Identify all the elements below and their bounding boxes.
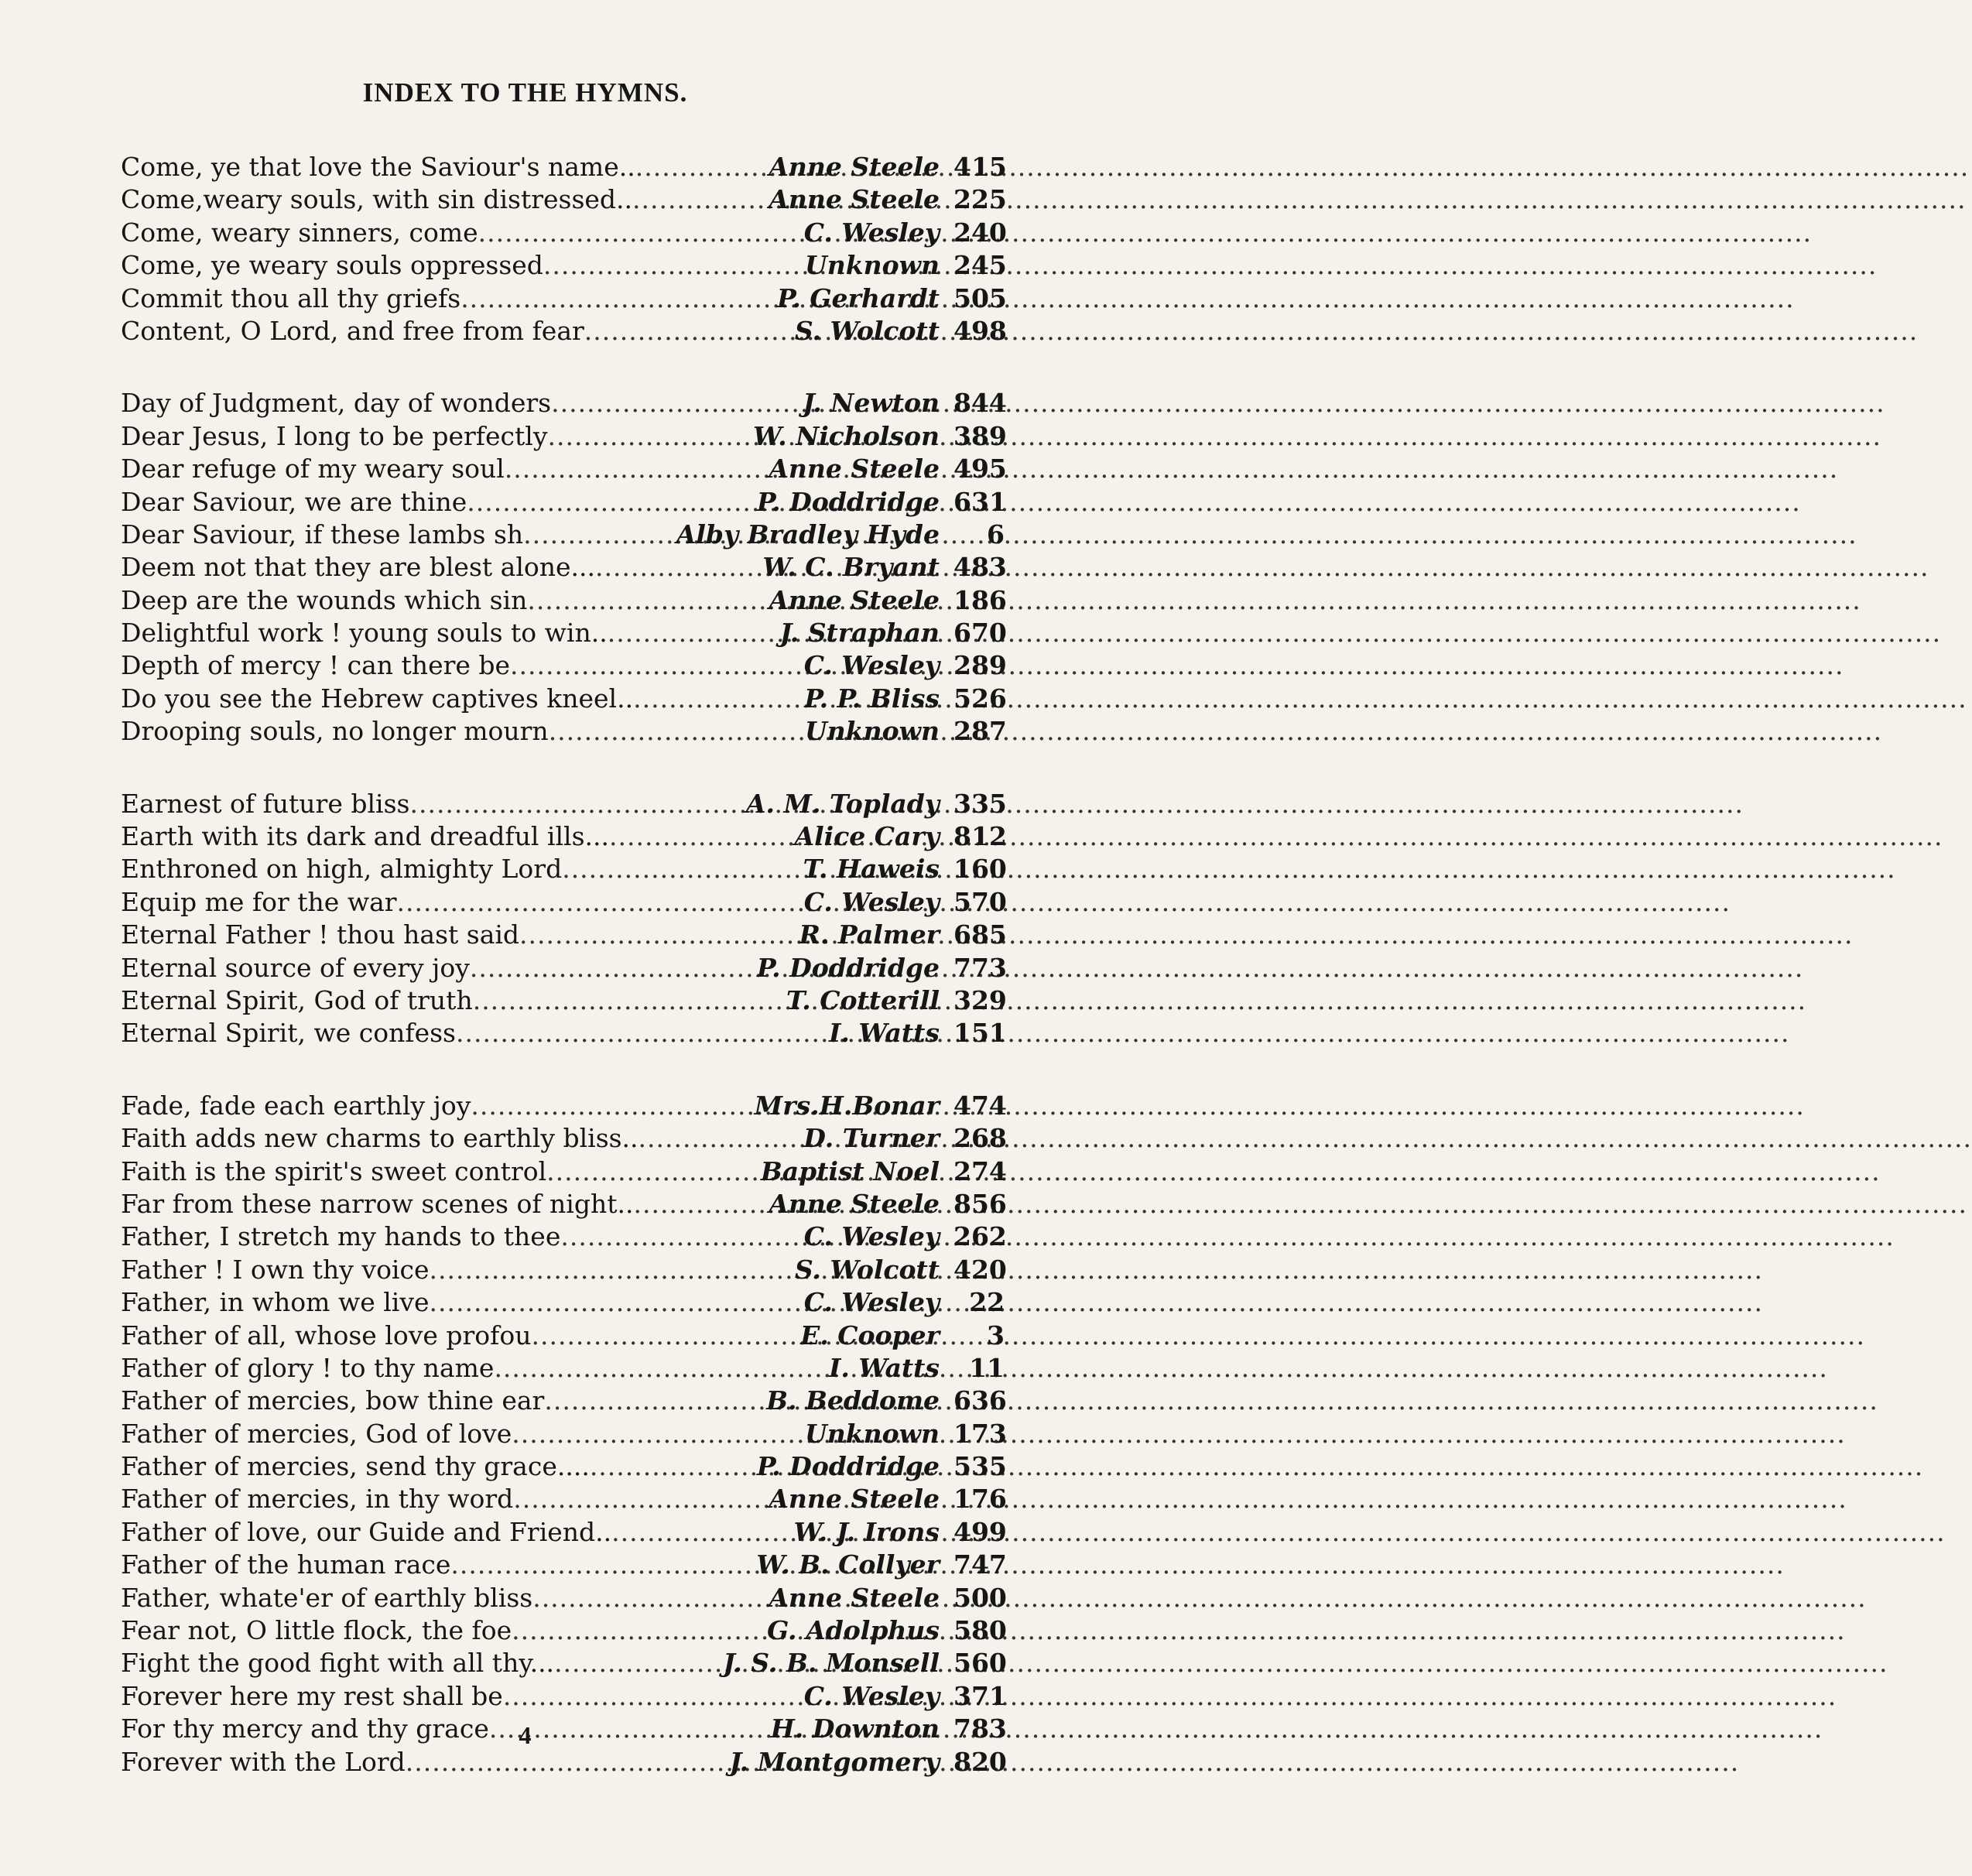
hymn-author: W. B. Collyer — [756, 1549, 940, 1580]
hymn-first-line: Father of mercies, bow thine ear — [121, 1385, 545, 1416]
hymn-number: 22 — [969, 1287, 1005, 1318]
index-entry — [121, 1582, 1005, 1614]
hymn-author: P. Doddridge — [756, 952, 940, 983]
index-entry — [121, 1254, 1005, 1286]
hymn-number: 505 — [953, 282, 1007, 313]
index-entry — [121, 151, 1005, 183]
hymn-number: 483 — [953, 552, 1007, 583]
hymn-author: G. Adolphus — [767, 1615, 940, 1646]
dot-leader — [510, 649, 804, 682]
hymn-first-line: Forever here my rest shall be — [121, 1680, 503, 1711]
dot-leader — [430, 1286, 804, 1319]
hymn-author: W. Nicholson — [753, 420, 940, 451]
hymn-number: 389 — [953, 420, 1007, 451]
dot-leader — [551, 387, 803, 419]
hymn-author: J. S. B. Monsell — [723, 1648, 940, 1679]
index-entry — [121, 715, 1005, 748]
hymn-first-line: Father of love, our Guide and Friend.. — [121, 1516, 612, 1547]
hymn-number: 570 — [953, 886, 1007, 917]
index-entry — [121, 486, 1005, 519]
index-entry — [121, 584, 1005, 617]
hymn-first-line: Do you see the Hebrew captives kneel.. — [121, 683, 634, 714]
index-entry — [121, 984, 1005, 1017]
index-section — [121, 387, 1005, 748]
hymn-number: 245 — [953, 250, 1007, 281]
index-entry — [121, 919, 1005, 951]
dot-leader — [512, 1614, 767, 1647]
hymn-first-line: Commit thou all thy griefs — [121, 282, 461, 313]
index-entry — [121, 1614, 1005, 1647]
hymn-author: Anne Steele — [769, 454, 940, 484]
index-entry — [121, 1122, 1005, 1155]
dot-leader — [554, 1647, 723, 1679]
index-entry — [121, 217, 1005, 249]
dot-leader — [584, 315, 795, 347]
hymn-first-line: For thy mercy and thy grace — [121, 1713, 489, 1744]
hymn-author: C. Wesley — [803, 650, 940, 681]
hymn-number: 151 — [953, 1018, 1007, 1049]
hymn-author: T. Cotterill — [786, 984, 940, 1015]
dot-leader — [478, 217, 804, 249]
index-entry — [121, 1286, 1005, 1319]
hymn-author: H. Downton — [770, 1713, 940, 1744]
dot-leader — [595, 551, 762, 584]
dot-leader — [512, 1418, 805, 1450]
hymn-author: T. Haweis — [803, 854, 940, 885]
dot-leader — [409, 788, 745, 820]
dot-leader — [562, 853, 803, 885]
page-number: 4 — [519, 1721, 532, 1749]
hymn-first-line: Come,weary souls, with sin distressed.. — [121, 184, 633, 215]
hymn-first-line: Father of all, whose love profou — [121, 1320, 532, 1351]
hymn-number: 560 — [953, 1648, 1007, 1679]
hymn-number: 173 — [953, 1418, 1007, 1449]
hymn-first-line: Come, ye that love the Saviour's name.. — [121, 152, 635, 182]
dot-leader — [609, 820, 795, 853]
index-entry — [121, 1418, 1005, 1450]
hymn-author: P. Doddridge — [756, 486, 940, 517]
index-entry — [121, 820, 1005, 853]
index-entry — [121, 1385, 1005, 1417]
dot-leader — [549, 715, 805, 748]
hymn-author: C. Wesley — [803, 217, 940, 248]
hymn-number: 160 — [953, 854, 1007, 885]
hymn-author: Anne Steele — [769, 152, 940, 182]
index-entry — [121, 1680, 1005, 1713]
hymn-number: 371 — [953, 1680, 1007, 1711]
index-entry — [121, 183, 1005, 216]
index-entry — [121, 952, 1005, 984]
hymn-first-line: Fight the good fight with all thy... — [121, 1648, 555, 1679]
index-entry — [121, 1188, 1005, 1220]
index-entry — [121, 1090, 1005, 1122]
dot-leader — [397, 886, 804, 919]
hymn-first-line: Far from these narrow scenes of night.. — [121, 1188, 634, 1219]
index-entry — [121, 886, 1005, 919]
hymn-author: D. Turner — [803, 1123, 940, 1154]
hymn-first-line: Dear Saviour, we are thine — [121, 486, 467, 517]
hymn-first-line: Forever with the Lord — [121, 1746, 406, 1777]
index-section — [121, 151, 1005, 347]
hymn-author: J. Newton — [803, 388, 940, 419]
hymn-number: 670 — [953, 618, 1007, 649]
hymn-first-line: Eternal source of every joy — [121, 952, 470, 983]
index-entry — [121, 788, 1005, 820]
dot-leader — [519, 919, 799, 951]
hymn-author: R. Palmer — [799, 919, 940, 950]
dot-leader — [503, 1680, 804, 1713]
dot-leader — [590, 1450, 757, 1483]
index-entry — [121, 282, 1005, 315]
hymn-number: 631 — [953, 486, 1007, 517]
hymn-number: 474 — [953, 1090, 1007, 1121]
dot-leader — [532, 1582, 769, 1614]
hymn-first-line: Father of mercies, in thy word — [121, 1484, 514, 1515]
hymn-first-line: Fade, fade each earthly joy — [121, 1090, 471, 1121]
index-entry — [121, 1516, 1005, 1549]
dot-leader — [560, 1220, 803, 1253]
hymn-first-line: Depth of mercy ! can there be — [121, 650, 511, 681]
hymn-first-line: Father of glory ! to thy name — [121, 1352, 495, 1383]
dot-leader — [608, 617, 780, 649]
hymn-number: 747 — [953, 1549, 1007, 1580]
hymn-first-line: Dear refuge of my weary soul — [121, 454, 505, 484]
hymn-number: 580 — [953, 1615, 1007, 1646]
hymn-first-line: Father, in whom we live — [121, 1287, 430, 1318]
hymn-author: J. Montgomery — [729, 1746, 940, 1777]
hymn-first-line: Deep are the wounds which sin — [121, 584, 528, 615]
hymn-first-line: Delightful work ! young souls to win.. — [121, 618, 608, 649]
hymn-number: 11 — [969, 1352, 1005, 1383]
hymn-number: 495 — [953, 454, 1007, 484]
hymn-first-line: Drooping souls, no longer mourn — [121, 716, 549, 747]
hymn-number: 499 — [953, 1516, 1007, 1547]
hymn-author: P. P. Bliss — [804, 683, 940, 714]
hymn-author: Alby Bradley Hyde — [676, 519, 940, 549]
index-entry — [121, 1155, 1005, 1188]
index-entry — [121, 1647, 1005, 1679]
hymn-first-line: Faith is the spirit's sweet control — [121, 1155, 547, 1186]
dot-leader — [460, 282, 777, 315]
dot-leader — [406, 1746, 730, 1778]
index-entry — [121, 1450, 1005, 1483]
index-entry — [121, 1017, 1005, 1049]
hymn-author: Anne Steele — [769, 184, 940, 215]
hymn-first-line: Earth with its dark and dreadful ills... — [121, 821, 609, 852]
hymn-number: 773 — [953, 952, 1007, 983]
hymn-number: 225 — [953, 184, 1007, 215]
index-entry — [121, 551, 1005, 584]
hymn-first-line: Enthroned on high, almighty Lord — [121, 854, 563, 885]
hymn-number: 535 — [953, 1451, 1007, 1482]
index-entry — [121, 1352, 1005, 1385]
hymn-first-line: Come, weary sinners, come — [121, 217, 478, 248]
dot-leader — [523, 519, 676, 551]
index-entry — [121, 249, 1005, 282]
hymn-first-line: Eternal Spirit, God of truth — [121, 984, 473, 1015]
hymn-number: 176 — [953, 1484, 1007, 1515]
hymn-number: 685 — [953, 919, 1007, 950]
index-entry — [121, 519, 1005, 551]
hymn-author: B. Beddome — [766, 1385, 940, 1416]
hymn-number: 526 — [953, 683, 1007, 714]
hymn-number: 856 — [953, 1188, 1007, 1219]
hymn-first-line: Eternal Father ! thou hast said — [121, 919, 520, 950]
dot-leader — [471, 1090, 754, 1122]
index-entry — [121, 683, 1005, 715]
dot-leader — [543, 249, 805, 282]
dot-leader — [635, 151, 769, 183]
hymn-number: 329 — [953, 984, 1007, 1015]
dot-leader — [470, 952, 757, 984]
index-entry — [121, 1746, 1005, 1778]
hymn-number: 812 — [953, 821, 1007, 852]
hymn-author: Alice Cary — [794, 821, 940, 852]
hymn-author: Unknown — [804, 1418, 940, 1449]
hymn-author: A. M. Toplady — [745, 788, 940, 819]
index-entry — [121, 853, 1005, 885]
hymn-author: Baptist Noel — [760, 1155, 940, 1186]
dot-leader — [456, 1017, 829, 1049]
hymn-number: 240 — [953, 217, 1007, 248]
hymn-number: 268 — [953, 1123, 1007, 1154]
index-section — [121, 788, 1005, 1050]
dot-leader — [450, 1549, 756, 1581]
hymn-first-line: Dear Saviour, if these lambs sh — [121, 519, 524, 549]
index-entry — [121, 315, 1005, 347]
index-entry — [121, 387, 1005, 419]
hymn-author: Anne Steele — [769, 1582, 940, 1613]
index-entry — [121, 1483, 1005, 1515]
dot-leader — [430, 1254, 795, 1286]
hymn-author: Anne Steele — [769, 584, 940, 615]
hymn-number: 420 — [953, 1254, 1007, 1285]
hymn-first-line: Father of the human race — [121, 1549, 451, 1580]
hymn-author: P. Gerhardt — [777, 282, 940, 313]
hymn-number: 500 — [953, 1582, 1007, 1613]
hymn-first-line: Day of Judgment, day of wonders — [121, 388, 552, 419]
hymn-author: I. Watts — [828, 1018, 940, 1049]
dot-leader — [467, 486, 757, 519]
dot-leader — [473, 984, 786, 1017]
hymn-first-line: Father ! I own thy voice — [121, 1254, 430, 1285]
hymn-author: W. C. Bryant — [762, 552, 940, 583]
hymn-number: 415 — [953, 152, 1007, 182]
hymn-first-line: Father of mercies, send thy grace.... — [121, 1451, 590, 1482]
index-entry — [121, 1220, 1005, 1253]
hymn-number: 289 — [953, 650, 1007, 681]
hymn-number: 335 — [953, 788, 1007, 819]
hymn-author: Anne Steele — [769, 1484, 940, 1515]
hymn-number: 636 — [953, 1385, 1007, 1416]
hymn-first-line: Equip me for the war — [121, 886, 397, 917]
hymn-author: J. Straphan — [779, 618, 940, 649]
hymn-number: 498 — [953, 315, 1007, 346]
hymn-first-line: Come, ye weary souls oppressed — [121, 250, 543, 281]
hymn-author: S. Wolcott — [794, 1254, 940, 1285]
index-entry — [121, 1549, 1005, 1581]
index-entry — [121, 453, 1005, 485]
index-entry — [121, 617, 1005, 649]
hymn-first-line: Earnest of future bliss — [121, 788, 410, 819]
hymn-number: 844 — [953, 388, 1007, 419]
hymn-number: 820 — [953, 1746, 1007, 1777]
hymn-author: Unknown — [804, 250, 940, 281]
dot-leader — [611, 1516, 794, 1549]
hymn-author: C. Wesley — [803, 1680, 940, 1711]
hymn-author: Unknown — [804, 716, 940, 747]
hymn-first-line: Father, whate'er of earthly bliss — [121, 1582, 533, 1613]
hymn-first-line: Father, I stretch my hands to thee — [121, 1221, 561, 1252]
hymn-index — [121, 151, 1005, 1818]
dot-leader — [632, 183, 769, 216]
index-section — [121, 1090, 1005, 1778]
dot-leader — [547, 420, 753, 453]
index-entry — [121, 649, 1005, 682]
hymn-author: C. Wesley — [803, 886, 940, 917]
dot-leader — [544, 1385, 766, 1417]
hymn-number: 186 — [953, 584, 1007, 615]
dot-leader — [546, 1155, 761, 1188]
dot-leader — [513, 1483, 769, 1515]
dot-leader — [531, 1320, 800, 1352]
hymn-number: 287 — [953, 716, 1007, 747]
hymn-author: Mrs.H.Bonar — [754, 1090, 940, 1121]
hymn-number: 262 — [953, 1221, 1007, 1252]
hymn-number: 3 — [987, 1320, 1005, 1351]
hymn-author: C. Wesley — [803, 1221, 940, 1252]
hymn-first-line: Fear not, O little flock, the foe — [121, 1615, 512, 1646]
hymn-author: Anne Steele — [769, 1188, 940, 1219]
dot-leader — [505, 453, 769, 485]
hymn-first-line: Eternal Spirit, we confess — [121, 1018, 456, 1049]
dot-leader — [527, 584, 769, 617]
dot-leader — [633, 1188, 769, 1220]
hymn-author: C. Wesley — [803, 1287, 940, 1318]
hymn-first-line: Content, O Lord, and free from fear — [121, 315, 584, 346]
dot-leader — [639, 1122, 804, 1155]
hymn-first-line: Father of mercies, God of love — [121, 1418, 512, 1449]
index-entry — [121, 420, 1005, 453]
hymn-author: P. Doddridge — [756, 1451, 940, 1482]
hymn-number: 274 — [953, 1155, 1007, 1186]
dot-leader — [633, 683, 804, 715]
hymn-first-line: Dear Jesus, I long to be perfectly — [121, 420, 548, 451]
hymn-author: I. Watts — [828, 1352, 940, 1383]
page-title: INDEX TO THE HYMNS. — [362, 77, 688, 108]
hymn-author: E. Cooper — [800, 1320, 940, 1351]
hymn-author: S. Wolcott — [794, 315, 940, 346]
hymn-number: 783 — [953, 1713, 1007, 1744]
hymn-author: W. J. Irons — [793, 1516, 940, 1547]
hymn-number: 6 — [987, 519, 1005, 549]
hymn-first-line: Deem not that they are blest alone... — [121, 552, 595, 583]
hymn-first-line: Faith adds new charms to earthly bliss.. — [121, 1123, 639, 1154]
dot-leader — [494, 1352, 829, 1385]
index-entry — [121, 1320, 1005, 1352]
